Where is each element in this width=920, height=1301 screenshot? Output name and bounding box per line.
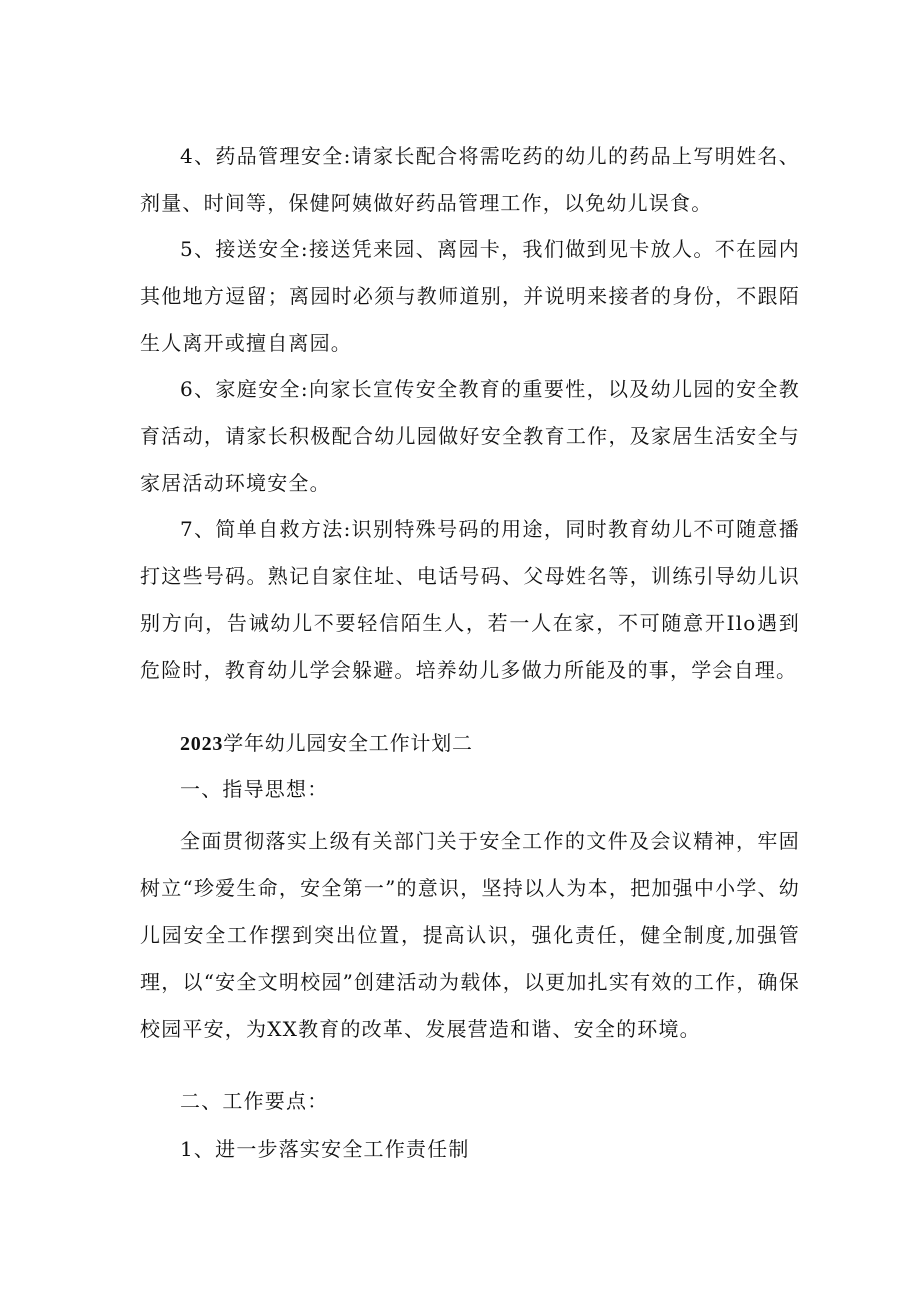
heading-year: 2023 <box>180 733 224 755</box>
paragraph-home-safety: 6、家庭安全:向家长宣传安全教育的重要性，以及幼儿园的安全教育活动，请家长积极配合幼儿园做好安全教育工作，及家居生活安全与家居活动环境安全。 <box>140 377 800 495</box>
section-guiding-title: 一、指导思想： <box>180 777 329 801</box>
paragraph-medicine-safety: 4、药品管理安全:请家长配合将需吃药的幼儿的药品上写明姓名、剂量、时间等，保健阿姨做好药品管理工作，以免幼儿误食。 <box>140 144 800 215</box>
plan-heading <box>180 729 473 758</box>
heading-text: 学年幼儿园安全工作计划二 <box>223 731 473 755</box>
paragraph-pickup-safety: 5、接送安全:接送凭来园、离园卡，我们做到见卡放人。不在园内其他地方逗留；离园时必须与教师道别，并说明来接者的身份，不跟陌生人离开或擅自离园。 <box>140 237 800 355</box>
paragraph-self-rescue: 7、简单自救方法:识别特殊号码的用途，同时教育幼儿不可随意播打这些号码。熟记自家住址、电话号码、父母姓名等，训练引导幼儿识别方向，告诫幼儿不要轻信陌生人，若一人在家，不可随意开Ilo遇到危险时，教育幼儿学会躲避。培养幼儿多做力所能及的事，学会自理。 <box>140 517 800 682</box>
section-work-points-title: 二、工作要点： <box>180 1089 329 1113</box>
paragraph-guiding-thought: 全面贯彻落实上级有关部门关于安全工作的文件及会议精神，牢固树立“珍爱生命，安全第一”的意识，坚持以人为本，把加强中小学、幼儿园安全工作摆到突出位置，提高认识，强化责任，健全制度,加强管理，以“安全文明校园”创建活动为载体，以更加扎实有效的工作，确保校园平安，为XX教育的改革、发展营造和谐、安全的环境。 <box>140 829 800 1041</box>
work-point-one: 1、进一步落实安全工作责任制 <box>180 1137 470 1161</box>
